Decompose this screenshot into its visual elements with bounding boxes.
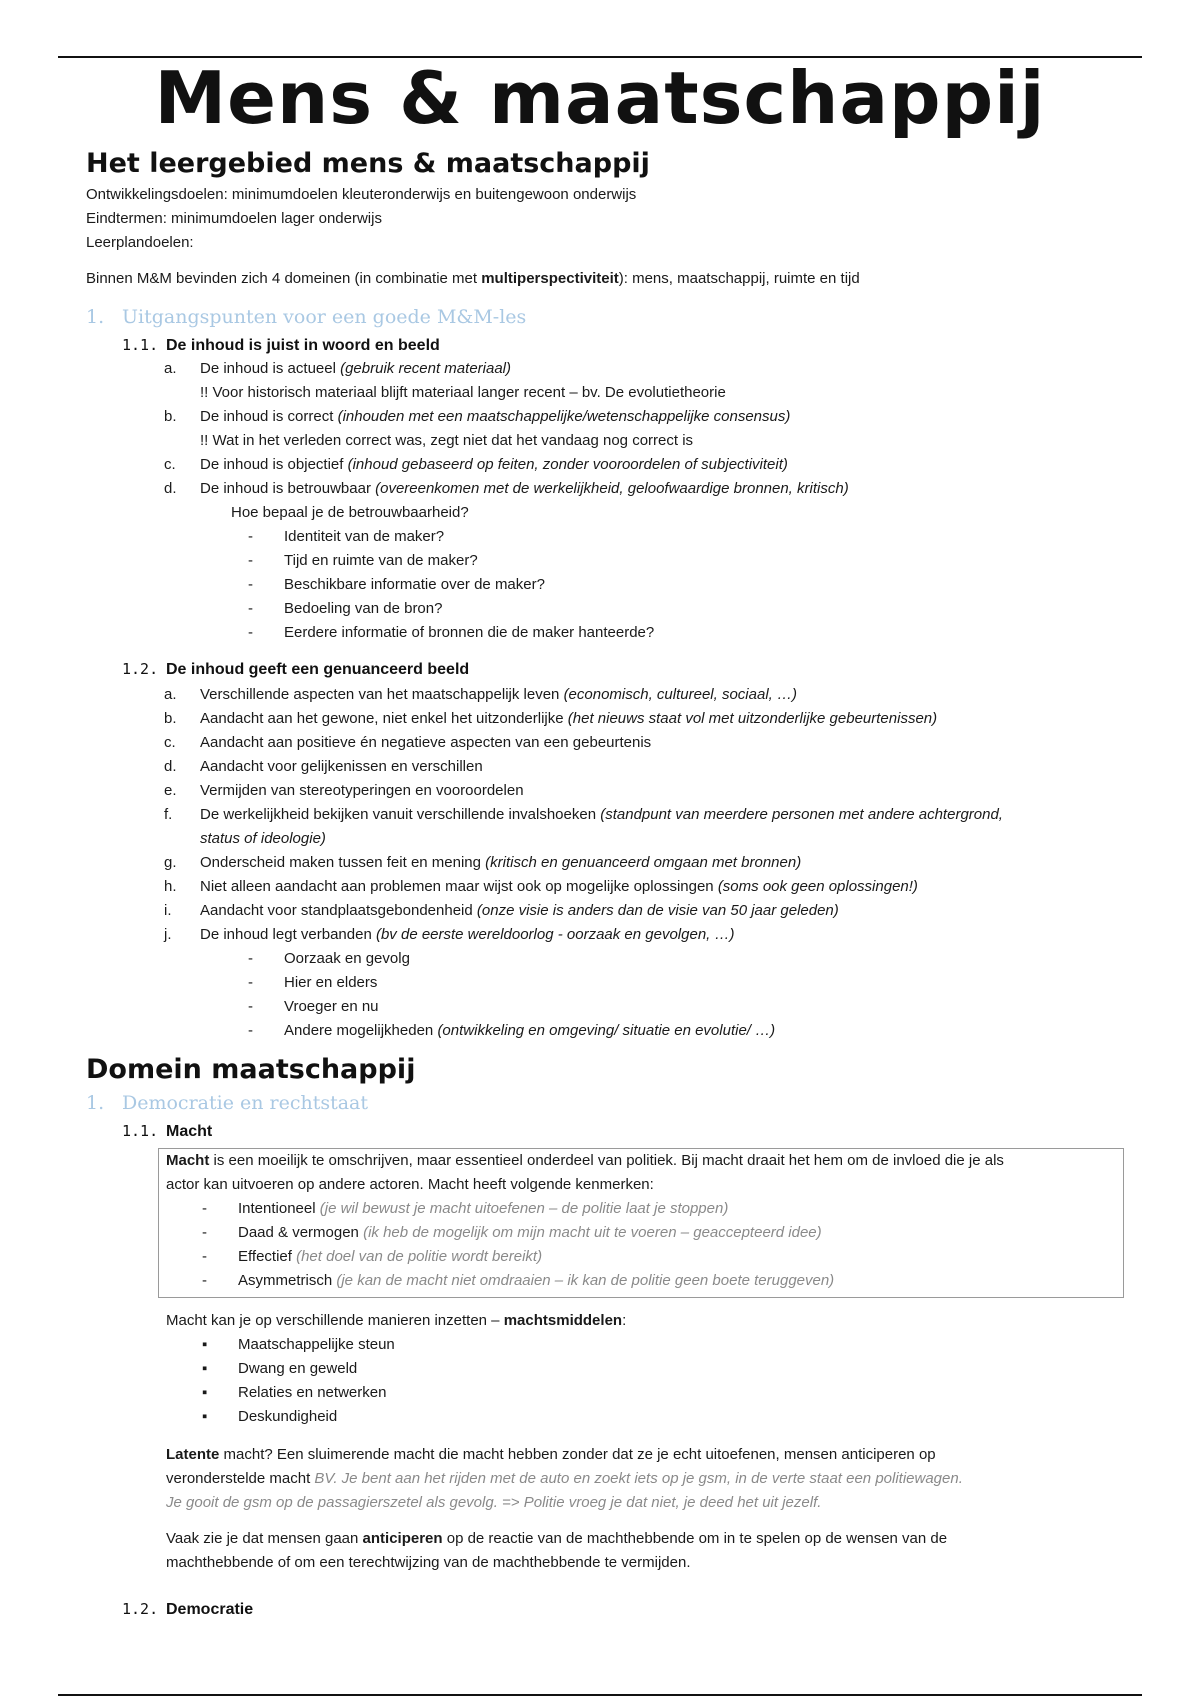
subheading-macht: 1.1. Macht (122, 1122, 213, 1140)
latente-macht-line: Latente macht? Een sluimerende macht die macht hebben zonder dat ze je echt uitoefenen, mensen anticiperen op (166, 1446, 936, 1463)
box-line: Macht is een moeilijk te omschrijven, maar essentieel onderdeel van politiek. Bij macht draait het hem om de invloed die je als (166, 1152, 1004, 1169)
anticiperen-line: machthebbende of om een terechtwijzing van de machthebbende te vermijden. (166, 1554, 691, 1571)
bullet-item: ▪ Deskundigheid (202, 1408, 338, 1425)
text-line: Eindtermen: minimumdoelen lager onderwijs (86, 210, 382, 227)
list-item: e. Vermijden van stereotyperingen en vooroordelen (164, 782, 524, 799)
bullet-item: ▪ Relaties en netwerken (202, 1384, 387, 1401)
list-item: b. De inhoud is correct (inhouden met een maatschappelijke/wetenschappelijke consensus) (164, 408, 791, 425)
list-item: b. Aandacht aan het gewone, niet enkel het uitzonderlijke (het nieuws staat vol met uitzonderlijke gebeurtenissen) (164, 710, 938, 727)
list-item: !! Voor historisch materiaal blijft materiaal langer recent – bv. De evolutietheorie (200, 384, 726, 401)
kenmerk-item: - Asymmetrisch (je kan de macht niet omdraaien – ik kan de politie geen boete teruggeven) (202, 1272, 835, 1289)
latente-macht-line: Je gooit de gsm op de passagierszetel als gevolg. => Politie vroeg je dat niet, je deed het uit jezelf. (166, 1494, 822, 1511)
domains-line: Binnen M&M bevinden zich 4 domeinen (in combinatie met multiperspectiviteit): mens, maatschappij, ruimte en tijd (86, 270, 860, 287)
list-item: g. Onderscheid maken tussen feit en mening (kritisch en genuanceerd omgaan met bronnen) (164, 854, 802, 871)
machtsmiddelen-intro: Macht kan je op verschillende manieren inzetten – machtsmiddelen: (166, 1312, 627, 1329)
list-item: status of ideologie) (200, 830, 326, 847)
list-item: d. Aandacht voor gelijkenissen en verschillen (164, 758, 483, 775)
anticiperen-line: Vaak zie je dat mensen gaan anticiperen op de reactie van de machthebbende om in te spelen op de wensen van de (166, 1530, 948, 1547)
question-line: Hoe bepaal je de betrouwbaarheid? (231, 504, 469, 521)
dash-item: - Vroeger en nu (248, 998, 379, 1015)
list-item: j. De inhoud legt verbanden (bv de eerste wereldoorlog - oorzaak en gevolgen, …) (164, 926, 735, 943)
bullet-item: ▪ Dwang en geweld (202, 1360, 358, 1377)
list-item: h. Niet alleen aandacht aan problemen maar wijst ook op mogelijke oplossingen (soms ook geen oplossingen!) (164, 878, 918, 895)
subheading-1-1: 1.1. De inhoud is juist in woord en beeld (122, 336, 440, 354)
list-item: c. De inhoud is objectief (inhoud gebaseerd op feiten, zonder vooroordelen of subjectiviteit) (164, 456, 788, 473)
text-line: Leerplandoelen: (86, 234, 194, 251)
subheading-1-2: 1.2. De inhoud geeft een genuanceerd beeld (122, 660, 470, 678)
list-item: !! Wat in het verleden correct was, zegt niet dat het vandaag nog correct is (200, 432, 694, 449)
list-item: d. De inhoud is betrouwbaar (overeenkomen met de werkelijkheid, geloofwaardige bronnen, kritisch) (164, 480, 849, 497)
dash-item: - Andere mogelijkheden (ontwikkeling en omgeving/ situatie en evolutie/ …) (248, 1022, 776, 1039)
dash-item: - Oorzaak en gevolg (248, 950, 410, 967)
kenmerk-item: - Intentioneel (je wil bewust je macht uitoefenen – de politie laat je stoppen) (202, 1200, 729, 1217)
dash-item: - Hier en elders (248, 974, 378, 991)
list-item: i. Aandacht voor standplaatsgebondenheid (onze visie is anders dan de visie van 50 jaar geleden) (164, 902, 839, 919)
kenmerk-item: - Daad & vermogen (ik heb de mogelijk om mijn macht uit te voeren – geaccepteerd idee) (202, 1224, 822, 1241)
section-heading-leergebied: Het leergebied mens & maatschappij (86, 148, 650, 179)
bullet-item: ▪ Maatschappelijke steun (202, 1336, 395, 1353)
dash-item: - Tijd en ruimte van de maker? (248, 552, 478, 569)
document-title: Mens & maatschappij (154, 56, 1046, 140)
section-heading-maatschappij: Domein maatschappij (86, 1054, 416, 1085)
list-item: c. Aandacht aan positieve én negatieve aspecten van een gebeurtenis (164, 734, 652, 751)
subheading-democratie: 1.2. Democratie (122, 1600, 254, 1618)
dash-item: - Identiteit van de maker? (248, 528, 445, 545)
box-line: actor kan uitvoeren op andere actoren. Macht heeft volgende kenmerken: (166, 1176, 654, 1193)
list-item: f. De werkelijkheid bekijken vanuit verschillende invalshoeken (standpunt van meerdere personen met andere achtergrond, (164, 806, 1003, 823)
dash-item: - Beschikbare informatie over de maker? (248, 576, 545, 593)
dash-item: - Eerdere informatie of bronnen die de maker hanteerde? (248, 624, 655, 641)
kenmerk-item: - Effectief (het doel van de politie wordt bereikt) (202, 1248, 543, 1265)
text-line: Ontwikkelingsdoelen: minimumdoelen kleuteronderwijs en buitengewoon onderwijs (86, 186, 637, 203)
list-item: a. Verschillende aspecten van het maatschappelijk leven (economisch, cultureel, sociaal, …) (164, 686, 797, 703)
list-item: a. De inhoud is actueel (gebruik recent materiaal) (164, 360, 511, 377)
heading-democratie-rechtstaat: 1. Democratie en rechtstaat (86, 1092, 369, 1114)
dash-item: - Bedoeling van de bron? (248, 600, 443, 617)
heading-uitgangspunten: 1. Uitgangspunten voor een goede M&M-les (86, 306, 527, 328)
bottom-rule (58, 1694, 1142, 1696)
latente-macht-line: veronderstelde macht BV. Je bent aan het rijden met de auto en zoekt iets op je gsm, in de verte staat een politiewagen. (166, 1470, 963, 1487)
